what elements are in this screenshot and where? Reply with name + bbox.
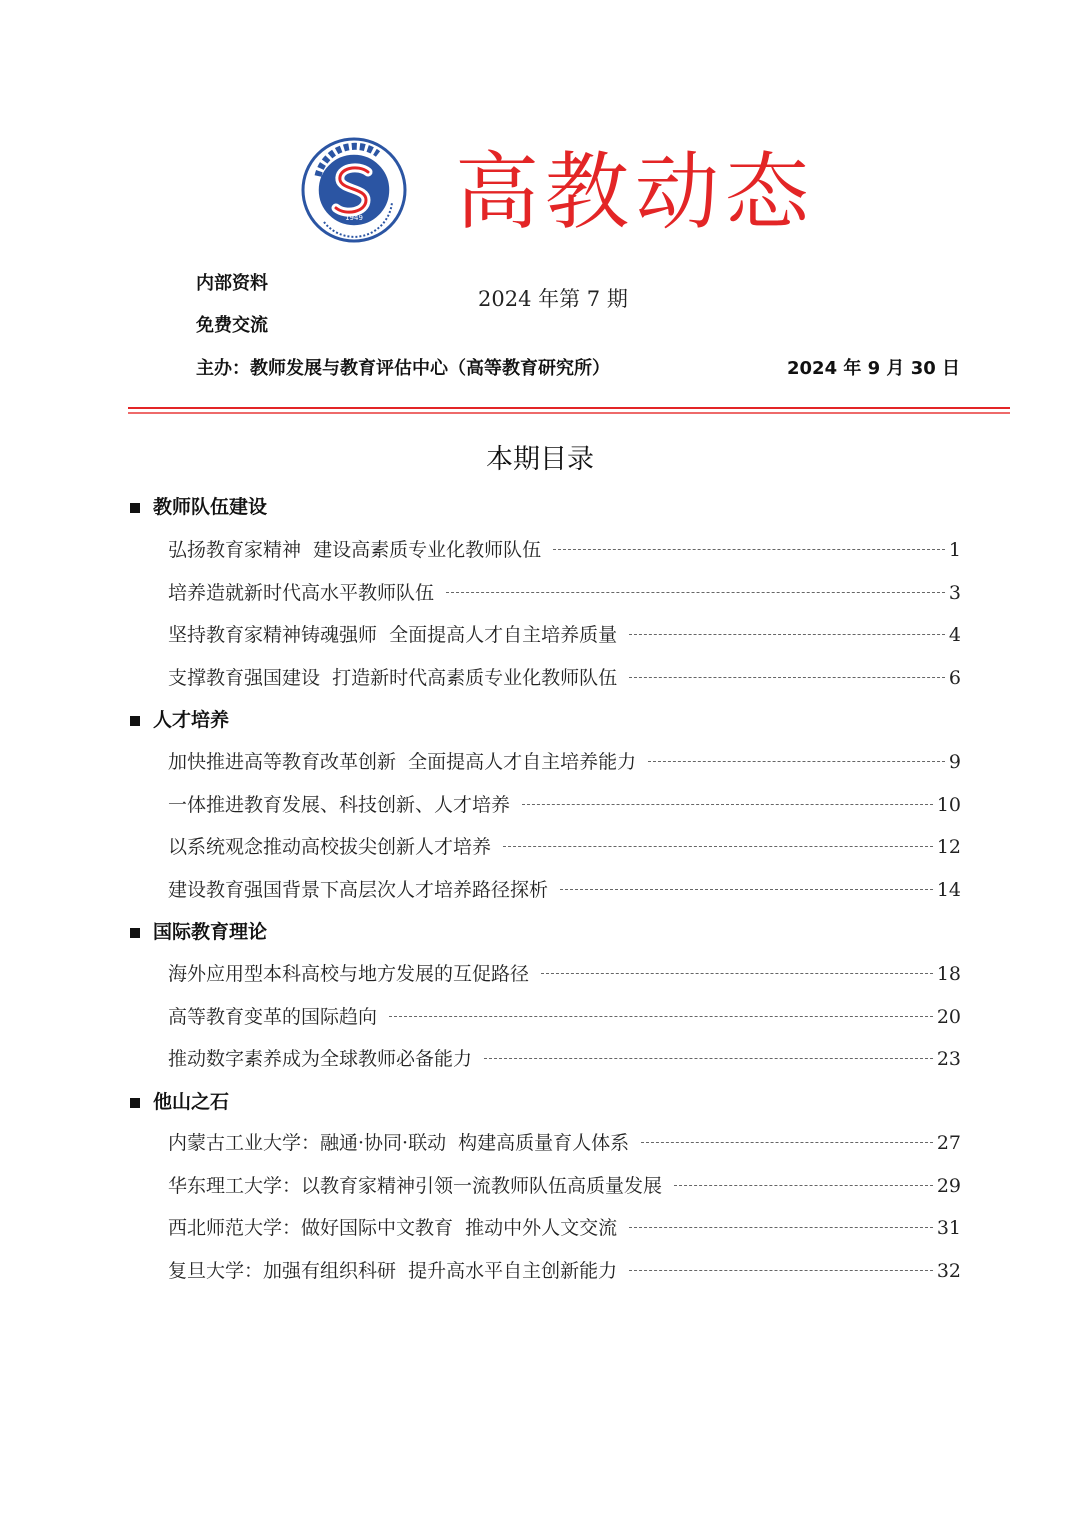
dotted-leader <box>629 1270 933 1271</box>
toc-entry-title: 西北师范大学：做好国际中文教育 推动中外人文交流 <box>168 1217 618 1239</box>
toc-entry-page-number: 14 <box>936 879 961 901</box>
toc-section-title: 他山之石 <box>153 1091 230 1113</box>
toc-section-heading <box>130 498 267 517</box>
svg-text:1949: 1949 <box>345 214 363 222</box>
toc-entry-page-number: 4 <box>948 624 961 646</box>
toc-entry-title: 建设教育强国背景下高层次人才培养路径探析 <box>168 879 549 901</box>
toc-entry-page-number: 31 <box>936 1217 961 1239</box>
toc-entry[interactable] <box>168 669 961 688</box>
dotted-leader <box>629 634 945 635</box>
masthead-title: 高教动态 <box>455 143 816 241</box>
toc-entry-title: 以系统观念推动高校拔尖创新人才培养 <box>168 836 492 858</box>
toc-entry-page-number: 9 <box>948 751 961 773</box>
toc-section-heading <box>130 1093 229 1112</box>
toc-entry-page-number: 20 <box>936 1006 961 1028</box>
toc-entry[interactable] <box>168 796 961 815</box>
internal-material-label: 内部资料 <box>196 273 268 294</box>
toc-entry-title: 海外应用型本科高校与地方发展的互促路径 <box>168 963 530 985</box>
toc-entry-page-number: 27 <box>936 1132 961 1154</box>
toc-entry[interactable] <box>168 1050 961 1069</box>
dotted-leader <box>641 1142 933 1143</box>
toc-entry-title: 推动数字素养成为全球教师必备能力 <box>168 1048 473 1070</box>
toc-entry-title: 弘扬教育家精神 建设高素质专业化教师队伍 <box>168 539 542 561</box>
issue-date: 2024 年 9 月 30 日 <box>787 358 961 379</box>
dotted-leader <box>484 1058 933 1059</box>
toc-entry[interactable] <box>168 1134 961 1153</box>
dotted-leader <box>648 761 945 762</box>
dotted-leader <box>553 549 945 550</box>
toc-entry[interactable] <box>168 1262 961 1281</box>
toc-entry[interactable] <box>168 584 961 603</box>
sponsor-line: 主办：教师发展与教育评估中心（高等教育研究所） <box>196 358 610 379</box>
toc-section-heading <box>130 923 267 942</box>
toc-entry[interactable] <box>168 541 961 560</box>
toc-entry-page-number: 1 <box>948 539 961 561</box>
toc-entry[interactable] <box>168 838 961 857</box>
toc-entry-page-number: 29 <box>936 1175 961 1197</box>
toc-entry-title: 支撑教育强国建设 打造新时代高素质专业化教师队伍 <box>168 667 618 689</box>
header-rule-thick <box>128 407 1010 409</box>
toc-entry-title: 坚持教育家精神铸魂强师 全面提高人才自主培养质量 <box>168 624 618 646</box>
dotted-leader <box>674 1185 933 1186</box>
toc-heading: 本期目录 <box>486 444 594 475</box>
toc-entry[interactable] <box>168 1177 961 1196</box>
toc-entry-title: 复旦大学：加强有组织科研 提升高水平自主创新能力 <box>168 1260 618 1282</box>
toc-entry[interactable] <box>168 881 961 900</box>
toc-entry[interactable] <box>168 1219 961 1238</box>
square-bullet-icon <box>130 928 140 938</box>
toc-section-title: 教师队伍建设 <box>153 496 268 518</box>
dotted-leader <box>629 677 945 678</box>
dotted-leader <box>629 1227 933 1228</box>
toc-entry[interactable] <box>168 1008 961 1027</box>
toc-section-heading <box>130 711 229 730</box>
toc-entry-page-number: 12 <box>936 836 961 858</box>
header-rule-thin <box>128 412 1010 414</box>
toc-entry-title: 一体推进教育发展、科技创新、人才培养 <box>168 794 511 816</box>
toc-entry-title: 培养造就新时代高水平教师队伍 <box>168 582 435 604</box>
toc-entry-page-number: 6 <box>948 667 961 689</box>
toc-entry-page-number: 18 <box>936 963 961 985</box>
free-exchange-label: 免费交流 <box>196 315 268 336</box>
toc-entry-page-number: 10 <box>936 794 961 816</box>
square-bullet-icon <box>130 1098 140 1108</box>
toc-entry[interactable] <box>168 626 961 645</box>
dotted-leader <box>541 973 933 974</box>
square-bullet-icon <box>130 716 140 726</box>
dotted-leader <box>522 804 933 805</box>
dotted-leader <box>446 592 945 593</box>
dotted-leader <box>503 846 933 847</box>
toc-entry-page-number: 23 <box>936 1048 961 1070</box>
dotted-leader <box>560 889 933 890</box>
toc-entry-title: 华东理工大学：以教育家精神引领一流教师队伍高质量发展 <box>168 1175 663 1197</box>
toc-entry[interactable] <box>168 965 961 984</box>
university-seal-logo <box>300 136 408 244</box>
toc-entry-page-number: 32 <box>936 1260 961 1282</box>
toc-entry-title: 高等教育变革的国际趋向 <box>168 1006 378 1028</box>
toc-entry-title: 内蒙古工业大学：融通·协同·联动 构建高质量育人体系 <box>168 1132 630 1154</box>
toc-section-title: 人才培养 <box>153 709 230 731</box>
toc-section-title: 国际教育理论 <box>153 921 268 943</box>
toc-entry[interactable] <box>168 753 961 772</box>
square-bullet-icon <box>130 503 140 513</box>
issue-number: 2024 年第 7 期 <box>478 287 628 311</box>
toc-entry-page-number: 3 <box>948 582 961 604</box>
dotted-leader <box>389 1016 933 1017</box>
toc-entry-title: 加快推进高等教育改革创新 全面提高人才自主培养能力 <box>168 751 637 773</box>
